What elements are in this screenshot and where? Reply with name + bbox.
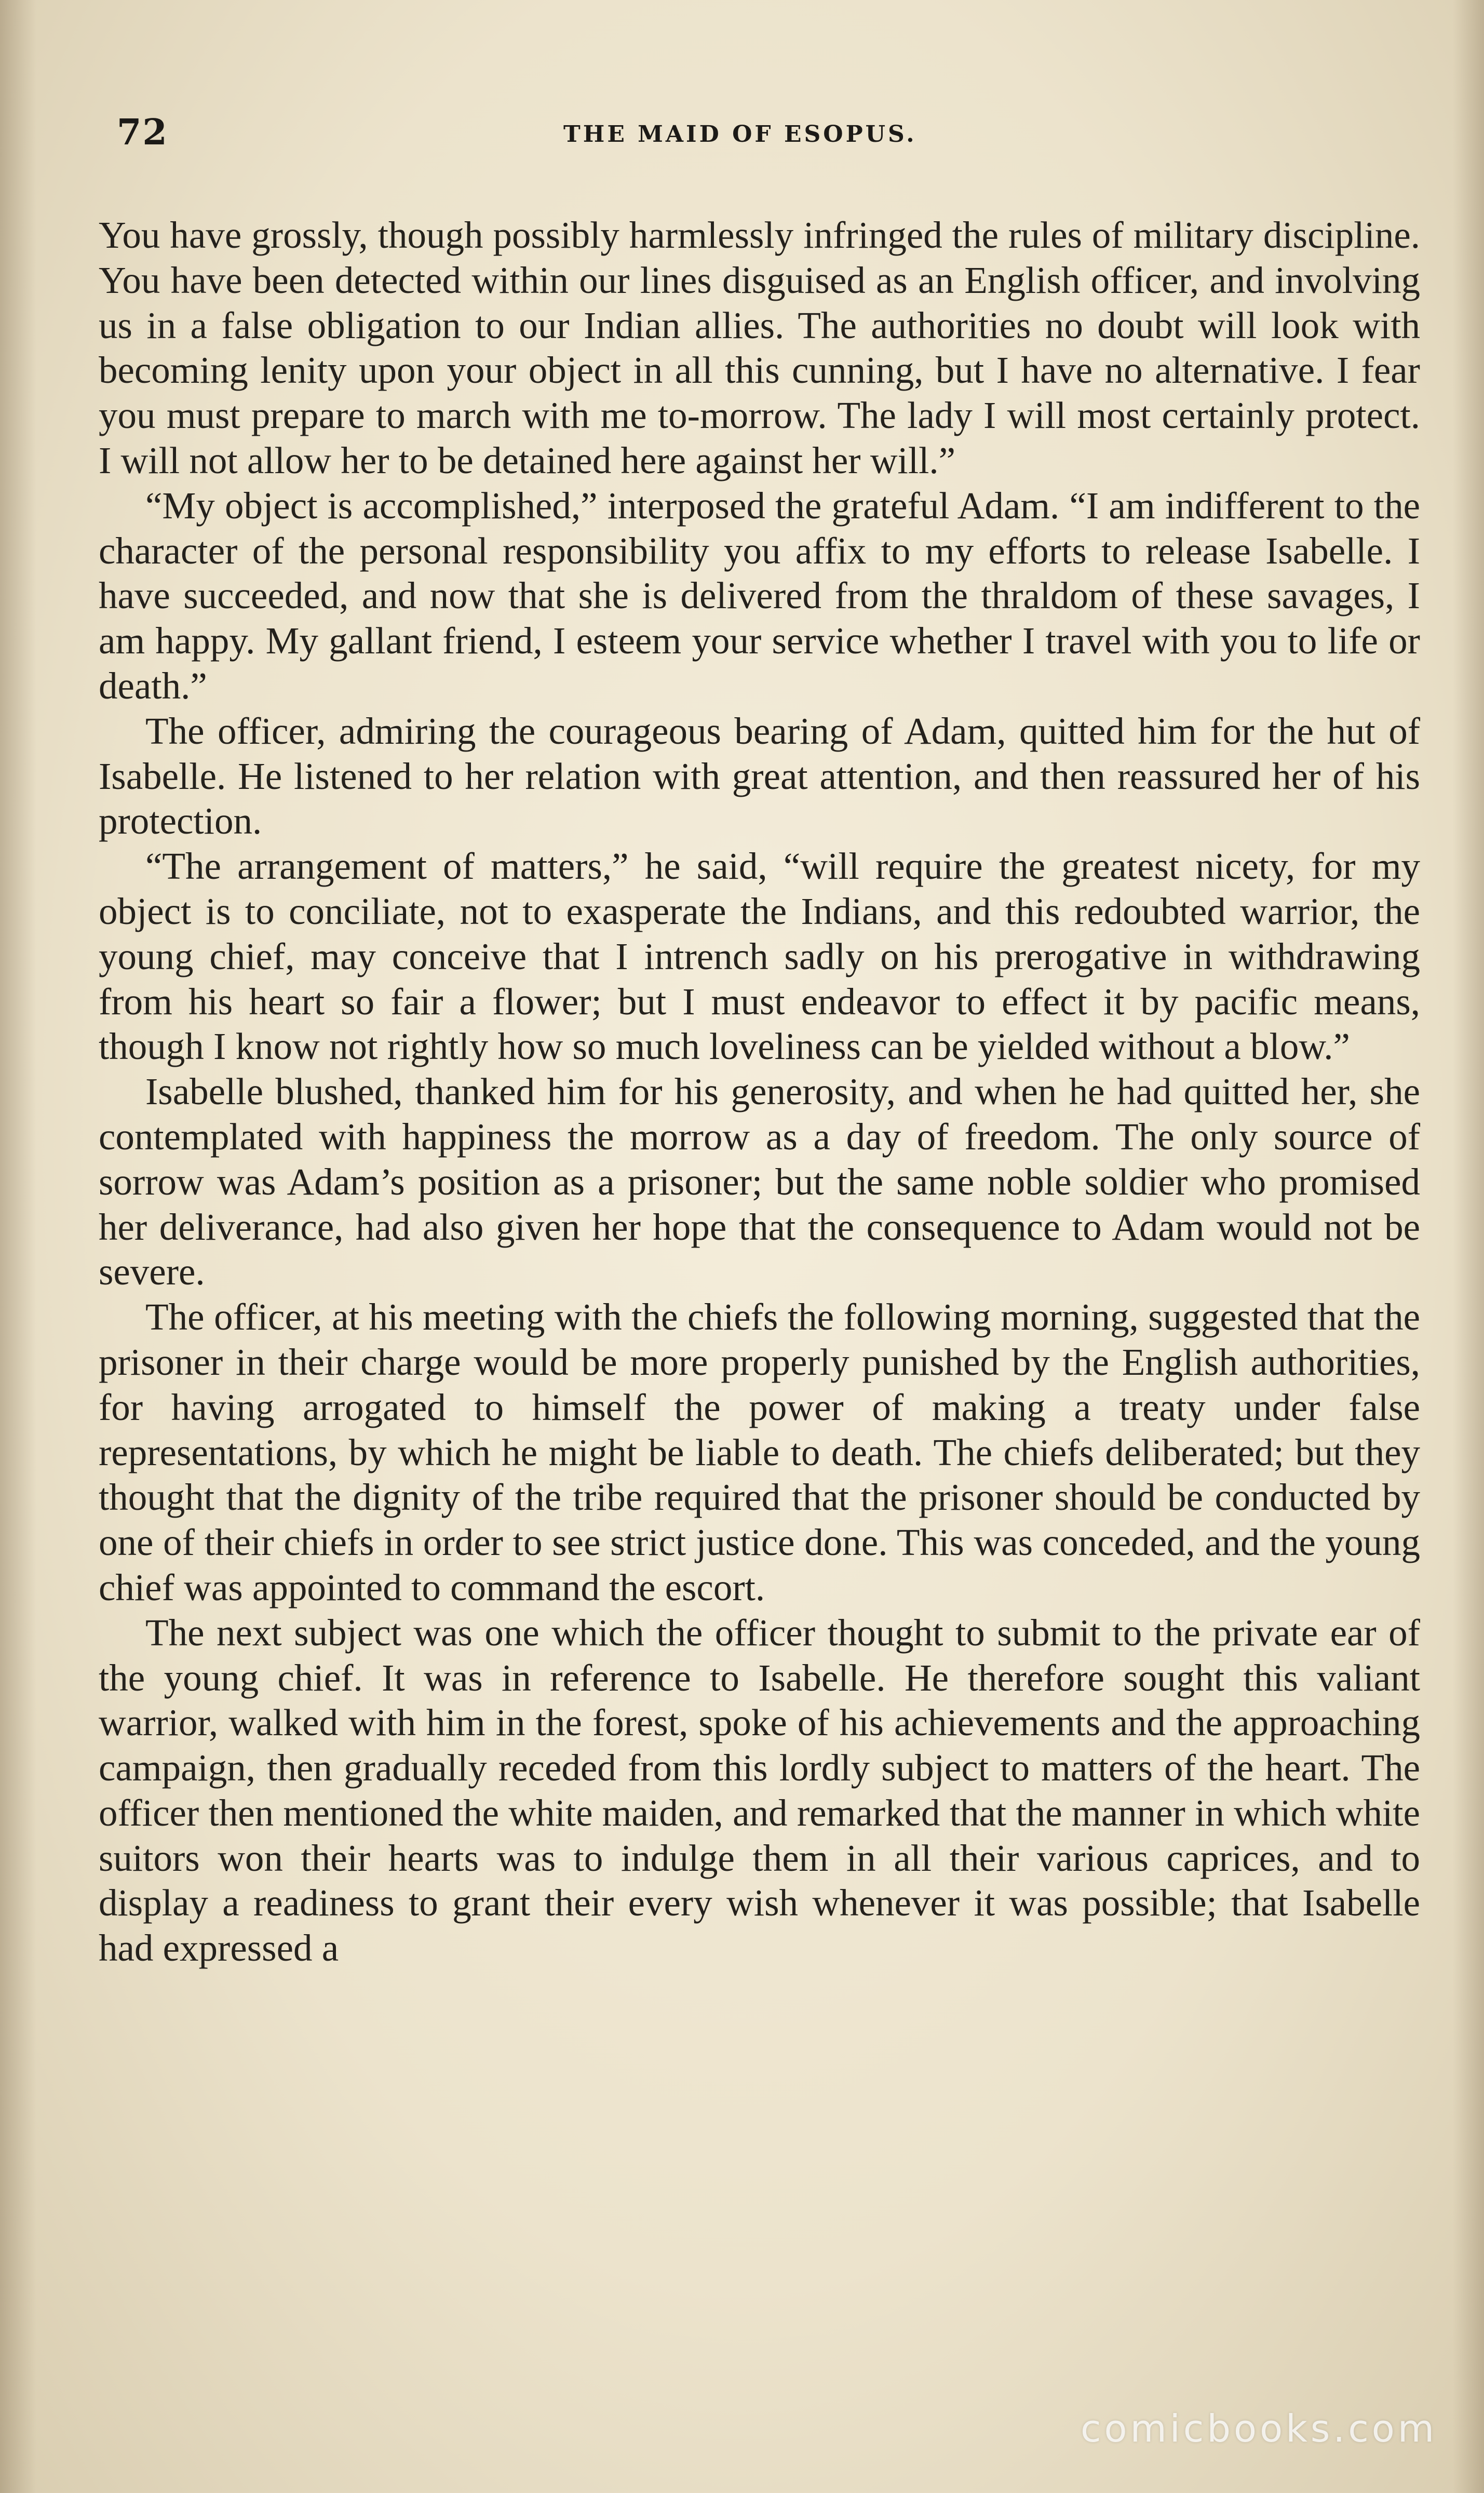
paragraph: The officer, at his meeting with the chiefs the following morning, suggested that the prisoner in their charge would be more properly punished by the English authorities, for having arrogated to himself the power of making a treaty under false representations, by which he might be liable to death. The chiefs deliberated; but they thought that the dignity of the tribe required that the prisoner should be conducted by one of their chiefs in order to see strict justice done. This was conceded, and the young chief was appointed to command the escort. [99,1296,1420,1609]
running-title: THE MAID OF ESOPUS. [563,121,917,148]
paragraph: You have grossly, though possibly harmlessly infringed the rules of military discipline. You have been detected within our lines disguised as an English officer, and involving us in a false obligation to our Indian allies. The authorities no doubt will look with becoming lenity upon your object in all this cunning, but I have no alternative. I fear you must prepare to march with me to-morrow. The lady I will most certainly protect. I will not allow her to be detained here against her will.” [99,214,1420,481]
paragraph: “My object is accomplished,” interposed the grateful Adam. “I am indifferent to the character of the personal responsibility you affix to my efforts to release Isabelle. I have succeeded, and now that she is delivered from the thraldom of these savages, I am happy. My gallant friend, I esteem your service whether I travel with you to life or death.” [99,484,1420,707]
paragraph: Isabelle blushed, thanked him for his generosity, and when he had quitted her, she contemplated with happiness the morrow as a day of freedom. The only source of sorrow was Adam’s position as a prisoner; but the same noble soldier who promised her deliverance, had also given her hope that the consequence to Adam would not be severe. [99,1070,1420,1293]
page-edge-shadow-left [0,0,36,2493]
body-text [99,213,1420,1971]
paragraph: The officer, admiring the courageous bearing of Adam, quitted him for the hut of Isabelle. He listened to her relation with great attention, and then reassured her of his protection. [99,709,1420,842]
paragraph: The next subject was one which the officer thought to submit to the private ear of the young chief. It was in reference to Isabelle. He therefore sought this valiant warrior, walked with him in the forest, spoke of his achievements and the approaching campaign, then gradually receded from this lordly subject to matters of the heart. The officer then mentioned the white maiden, and remarked that the manner in which white suitors won their hearts was to indulge them in all their various caprices, and to display a readiness to grant their every wish whenever it was possible; that Isabelle had expressed a [99,1611,1420,1969]
site-watermark: comicbooks.com [1080,2407,1437,2450]
paragraph: “The arrangement of matters,” he said, “will require the greatest nicety, for my object is to conciliate, not to exasperate the Indians, and this redoubted warrior, the young chief, may conceive that I intrench sadly on his prerogative in withdrawing from his heart so fair a flower; but I must endeavor to effect it by pacific means, though I know not rightly how so much loveliness can be yielded without a blow.” [99,845,1420,1068]
page-number: 72 [117,112,168,153]
page-header [117,112,1394,158]
page-edge-shadow-right [1453,0,1484,2493]
